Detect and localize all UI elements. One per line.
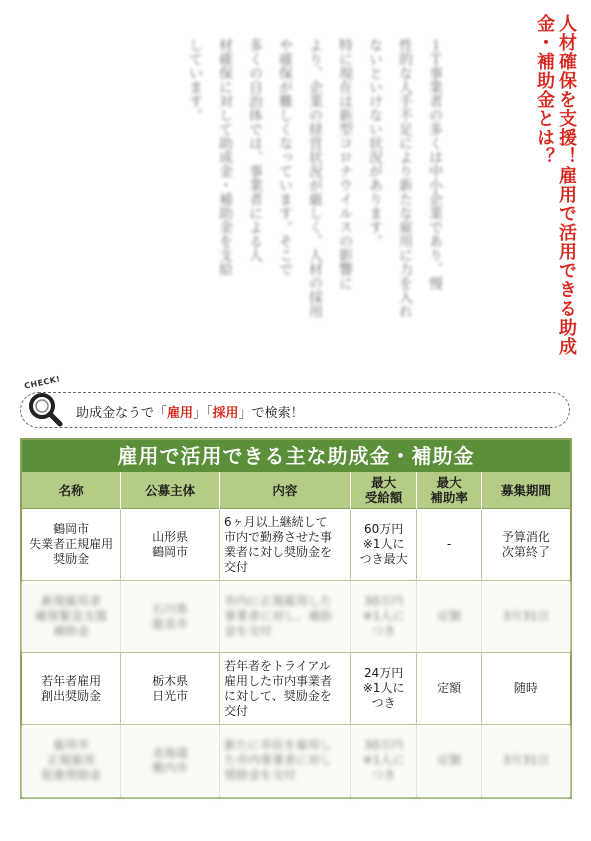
cell-max-amount: 30万円 ※1人に つき: [350, 725, 416, 797]
body-line: より、企業の経営状況が厳しく、人材の採用: [307, 38, 323, 318]
table-row: [22, 653, 570, 725]
cell-max-rate: 定額: [417, 653, 481, 725]
table-row: [22, 509, 570, 581]
cell-grant-name: 鶴岡市 失業者正規雇用 奨励金: [22, 509, 121, 581]
cell-max-amount: 24万円 ※1人に つき: [350, 653, 416, 725]
table-header-row: [22, 472, 570, 509]
search-keyword-hiring: 採用: [212, 406, 239, 421]
article-heading: [533, 14, 577, 384]
cell-content: 市内に正規雇用した 事業者に対し、補助 金を交付: [219, 581, 350, 653]
table-row: [22, 581, 570, 653]
table-row: [22, 725, 570, 797]
cell-grant-name: 雇用市 正規雇用 促進奨励金: [22, 725, 121, 797]
cell-content: 6ヶ月以上継続して 市内で勤務させた事 業者に対し奨励金を 交付: [219, 509, 350, 581]
header-max-amount: 最大 受給額: [350, 472, 416, 509]
header-content: 内容: [219, 472, 350, 509]
grants-table: [20, 438, 572, 799]
cell-content: 新たに市民を雇用し た市内事業者に対し 奨励金を交付: [219, 725, 350, 797]
header-organizer: 公募主体: [121, 472, 220, 509]
search-prefix: 助成金なうで「: [76, 406, 168, 421]
body-line: 特に現在は新型コロナウイルスの影響に: [337, 38, 353, 290]
cell-organizer: 北海道 稚内市: [121, 725, 220, 797]
search-separator: 」「: [193, 406, 213, 421]
header-name: 名称: [22, 472, 121, 509]
cell-period: 3月31日: [481, 581, 570, 653]
header-period: 募集期間: [481, 472, 570, 509]
cell-max-rate: 定額: [417, 581, 481, 653]
body-line: 多くの自治体では、事業者による人: [247, 38, 263, 262]
cell-grant-name: 新規雇用者 確保緊急支援 補助金: [22, 581, 121, 653]
body-line: 性的な人手不足により新たな雇用に力を入れ: [397, 38, 413, 318]
cell-content: 若年者をトライアル 雇用した市内事業者 に対して、奨励金を 交付: [219, 653, 350, 725]
heading-line-2: 金・補助金とは？: [534, 14, 555, 166]
search-instruction: [76, 402, 304, 421]
cell-period: 予算消化 次第終了: [481, 509, 570, 581]
article-body: [150, 38, 450, 378]
table-title: 雇用で活用できる主な助成金・補助金: [22, 440, 570, 472]
cell-organizer: 山形県 鶴岡市: [121, 509, 220, 581]
body-line: １Ｔ事業者の多くは中小企業であり、慢: [427, 38, 443, 290]
cell-grant-name: 若年者雇用 創出奨励金: [22, 653, 121, 725]
cell-period: 随時: [481, 653, 570, 725]
cell-max-amount: 30万円 ※1人に つき: [350, 581, 416, 653]
body-line: 材確保に対して助成金・補助金を支給: [217, 38, 233, 276]
search-keyword-employment: 雇用: [167, 406, 194, 421]
cell-max-rate: -: [417, 509, 481, 581]
body-line: ないといけない状況があります。: [367, 38, 383, 248]
cell-period: 3月31日: [481, 725, 570, 797]
cell-organizer: 栃木県 日光市: [121, 653, 220, 725]
header-max-rate: 最大 補助率: [417, 472, 481, 509]
body-line: や確保が難しくなっています。そこで: [277, 38, 293, 276]
body-line: しています。: [187, 38, 203, 122]
heading-line-1: 人材確保を支援！雇用で活用できる助成: [556, 14, 577, 356]
cell-max-amount: 60万円 ※1人に つき最大: [350, 509, 416, 581]
cell-organizer: 石川県 能美市: [121, 581, 220, 653]
search-suffix: 」で検索！: [238, 406, 304, 421]
magnifier-icon: [26, 390, 64, 428]
check-badge: CHECK!: [23, 374, 62, 391]
cell-max-rate: 定額: [417, 725, 481, 797]
